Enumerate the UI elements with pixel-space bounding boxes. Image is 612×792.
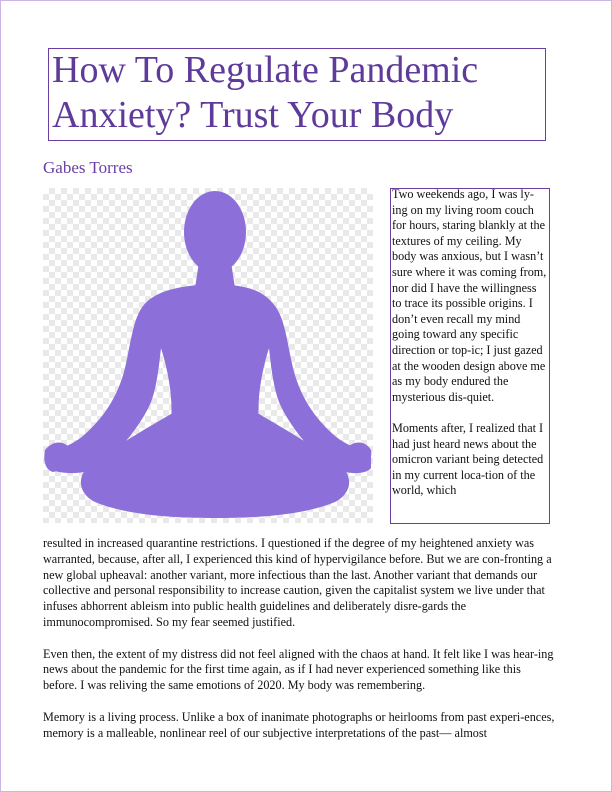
article-body (43, 536, 555, 741)
body-paragraph: resulted in increased quarantine restrictions. I questioned if the degree of my heightened anxiety was warranted, because, after all, I experienced this kind of hypervigilance before. But we are con-fronting a new global upheaval: another variant, more infectious than the last. Another variant that demands our collective and personal responsibility to increase caution, given the capitalist system we live under that infuses abhorrent ableism into public health guidelines and deliberately disre-gards the immunocompromised. So my fear seemed justified. (43, 536, 552, 629)
meditation-silhouette-icon (43, 188, 373, 523)
column-paragraph: Moments after, I realized that I had just heard news about the omicron variant being detected in my current loca-tion of the world, which (392, 420, 544, 498)
body-paragraph: Memory is a living process. Unlike a box of inanimate photographs or heirlooms from past experi-ences, memory is a malleable, nonlinear reel of our subjective interpretations of the past— almost (43, 709, 555, 740)
column-paragraph: Two weekends ago, I was ly-ing on my living room couch for hours, staring blankly at the textures of my ceiling. My body was anxious, but I wasn’t sure where it was coming from, nor did I have the willingness to trace its possible origins. I don’t even recall my mind going toward any specific direction or top-ic; I just gazed at the wooden design above me as my body endured the mysterious dis-quiet. (392, 187, 547, 404)
meditation-figure (43, 188, 373, 523)
article-title: How To Regulate Pandemic Anxiety? Trust Your Body (52, 49, 479, 136)
body-paragraph: Even then, the extent of my distress did not feel aligned with the chaos at hand. It felt like I was hear-ing news about the pandemic for the first time again, as if I had never experienced something like this before. I was reliving the same emotions of 2020. My body was remembering. (43, 646, 554, 693)
sidebar-column-text (392, 187, 548, 499)
author-name: Gabes Torres (43, 158, 133, 177)
